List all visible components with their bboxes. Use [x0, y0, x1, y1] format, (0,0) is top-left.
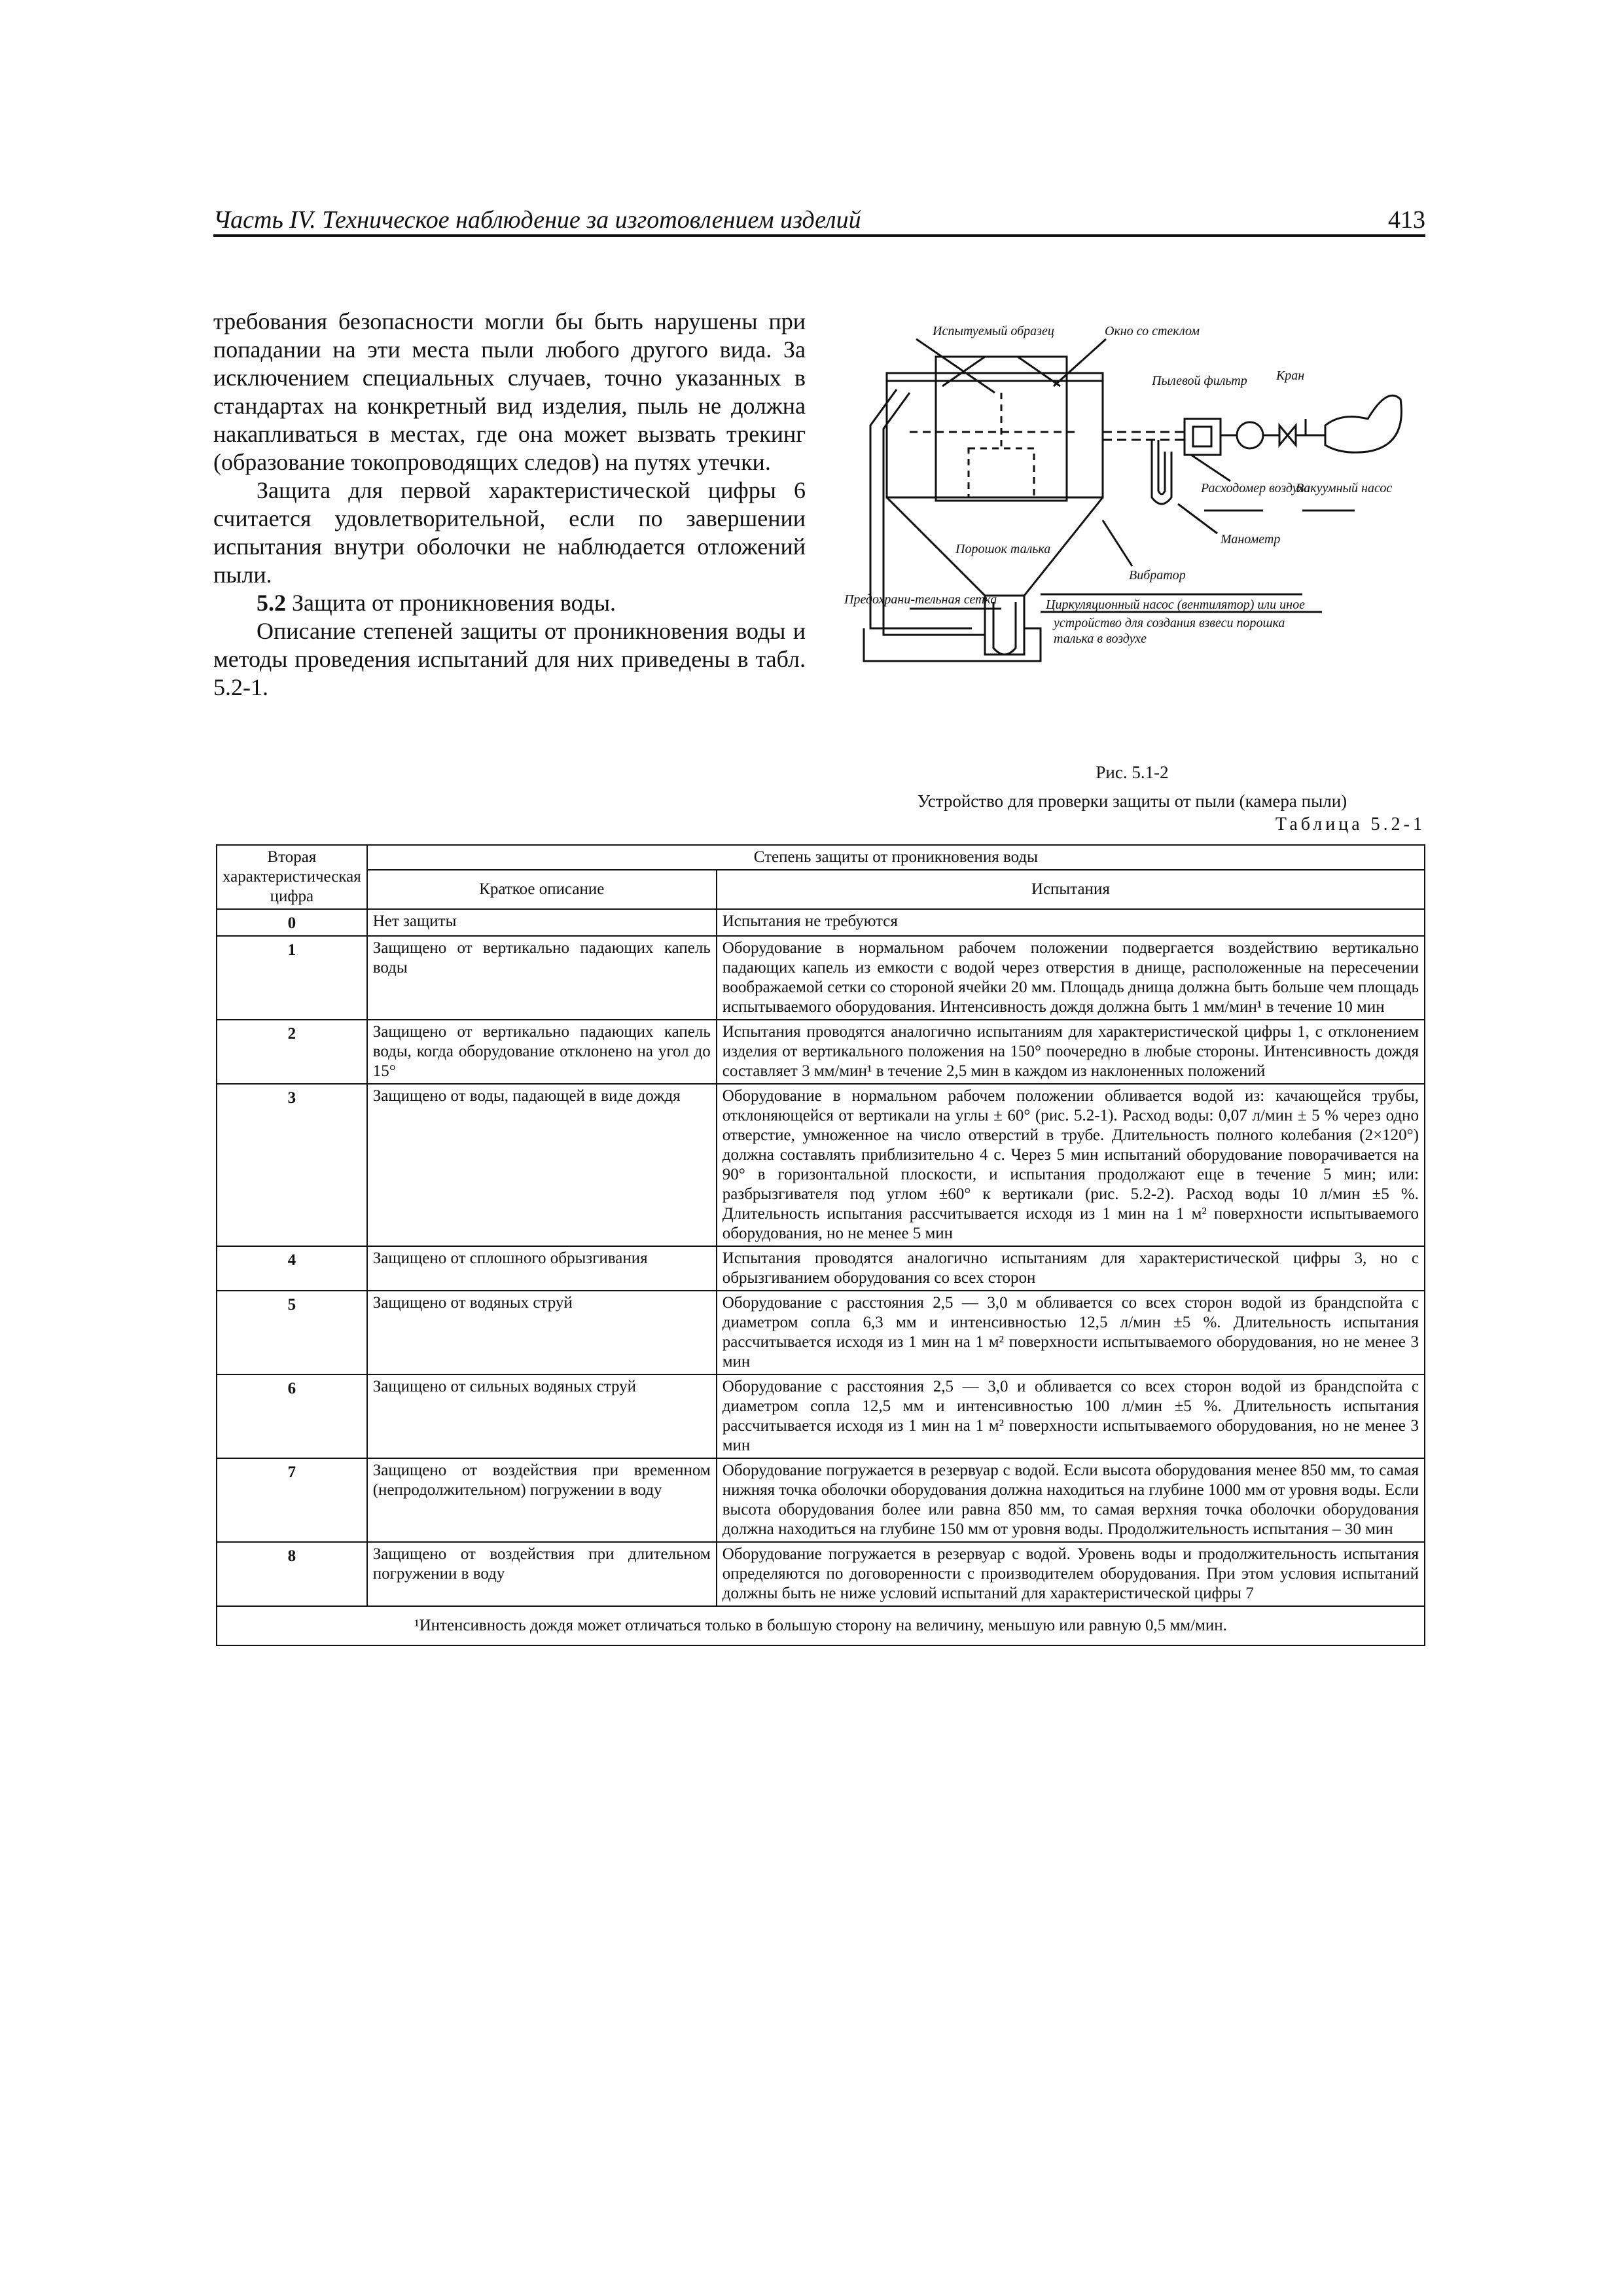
vacuum-pump	[1325, 395, 1401, 452]
cell-desc: Нет защиты	[367, 909, 717, 936]
cell-test: Оборудование с расстояния 2,5 — 3,0 м обливается со всех сторон водой из брандспойта с диаметром сопла 6,3 мм и интенсивностью 12,5 л/мин ±5 %. Длительность испытания рассчитывается исходя из 1 мин на 1 м² поверхности испытываемого оборудования, но не менее 3 мин	[717, 1291, 1425, 1374]
section-title: Защита от проникновения воды.	[286, 590, 616, 616]
cell-test: Испытания проводятся аналогично испытаниям для характеристической цифры 1, с отклонением изделия от вертикального положения на 150° поочередно в любые стороны. Интенсивность дождя составляет 3 мм/мин¹ в течение 2,5 мин в каждом из наклоненных положений	[717, 1020, 1425, 1084]
label-sample: Испытуемый образец	[933, 324, 1054, 338]
header-digit: Вторая характеристическая цифра	[217, 845, 367, 909]
table-row	[217, 1291, 1425, 1374]
label-manometer: Манометр	[1221, 532, 1281, 547]
cell-test: Оборудование с расстояния 2,5 — 3,0 и обливается со всех сторон водой из брандспойта с диаметром сопла 12,5 мм и интенсивностью 100 л/мин ±5 %. Длительность испытания рассчитывается исходя из 1 мин на 1 м² поверхности испытываемого оборудования, но не менее 3 мин	[717, 1374, 1425, 1458]
cell-desc: Защищено от сплошного обрызгивания	[367, 1246, 717, 1291]
cell-digit: 8	[217, 1542, 367, 1606]
table-row	[217, 1542, 1425, 1606]
label-vacuum-pump: Вакуумный насос	[1296, 481, 1393, 495]
section-heading	[213, 589, 806, 617]
filter-box	[1185, 419, 1221, 455]
header-group: Степень защиты от проникновения воды	[367, 845, 1425, 870]
label-valve: Кран	[1276, 368, 1305, 383]
water-protection-table	[216, 844, 1425, 1646]
dust-chamber-figure	[844, 321, 1433, 733]
table-row	[217, 1084, 1425, 1246]
label-circ-pump-2: устройство для создания взвеси порошка	[1054, 616, 1285, 630]
table-footnote: ¹Интенсивность дождя может отличаться только в большую сторону на величину, меньшую или равную 0,5 мм/мин.	[217, 1606, 1425, 1645]
cell-test: Оборудование в нормальном рабочем положении подвергается воздействию вертикально падающих капель из емкости с водой через отверстия в днище, расположенные на пересечении воображаемой сетки со стороной ячейки 20 мм. Площадь днища должна быть больше чем площадь испытываемого оборудования. Интенсивность дождя должна быть 1 мм/мин¹ в течение 10 мин	[717, 936, 1425, 1020]
label-talc-powder: Порошок талька	[955, 542, 1051, 556]
cell-desc: Защищено от водяных струй	[367, 1291, 717, 1374]
body-text	[213, 308, 806, 702]
label-filter: Пылевой фильтр	[1152, 374, 1247, 388]
table-subheader-row	[217, 870, 1425, 909]
header-test: Испытания	[717, 870, 1425, 909]
cell-test: Оборудование в нормальном рабочем положении обливается водой из: качающейся трубы, отклоняющейся от вертикали на углы ± 60° (рис. 5.2-1). Расход воды: 0,07 л/мин ± 5 % через одно отверстие, умноженное на число отверстий в трубе. Длительность полного колебания (2×120°) должна составлять приблизительно 4 с. Через 5 мин испытаний оборудование поворачивается на 90° в горизонтальной плоскости, и испытания продолжают еще в течение 5 мин; или: разбрызгивателя под углом ±60° к вертикали (рис. 5.2-2). Расход воды 10 л/мин ±5 %. Длительность испытания рассчитывается исходя из 1 мин на 1 м² поверхности испытываемого оборудования, но не менее 5 мин	[717, 1084, 1425, 1246]
cell-test: Оборудование погружается в резервуар с водой. Если высота оборудования менее 850 мм, то самая нижняя точка оболочки оборудования должна находиться на глубине 1000 мм от уровня воды. Если высота оборудования более или равна 850 мм, то самая верхняя точка оболочки оборудования должна находиться на глубине 150 мм от уровня воды. Продолжительность испытания – 30 мин	[717, 1458, 1425, 1542]
cell-digit: 3	[217, 1084, 367, 1246]
label-flowmeter: Расходомер воздуха	[1201, 481, 1310, 495]
cell-digit: 4	[217, 1246, 367, 1291]
table-row	[217, 1374, 1425, 1458]
table-row	[217, 936, 1425, 1020]
table-row	[217, 1246, 1425, 1291]
figure-caption	[812, 758, 1453, 816]
header-desc: Краткое описание	[367, 870, 717, 909]
cell-test: Испытания проводятся аналогично испытаниям для характеристической цифры 3, но с обрызгиванием оборудования со всех сторон	[717, 1246, 1425, 1291]
table-label: Таблица 5.2-1	[1275, 814, 1425, 834]
paragraph-1: требования безопасности могли бы быть нарушены при попадании на эти места пыли любого другого вида. За исключением специальных случаев, точно указанных в стандартах на конкретный вид изделия, пыль не должна накапливаться в местах, где она может вызвать трекинг (образование токопроводящих следов) на путях утечки.	[213, 308, 806, 475]
table-header-row	[217, 845, 1425, 870]
cell-digit: 6	[217, 1374, 367, 1458]
cell-test: Испытания не требуются	[717, 909, 1425, 936]
figure-caption-number: Рис. 5.1-2	[1096, 762, 1169, 782]
header-title: Часть IV. Техническое наблюдение за изготовлением изделий	[213, 206, 861, 234]
paragraph-4: Описание степеней защиты от проникновения воды и методы проведения испытаний для них приведены в табл. 5.2-1.	[213, 618, 806, 700]
sample-box	[969, 448, 1034, 497]
dust-chamber-diagram	[844, 321, 1433, 733]
cell-test: Оборудование погружается в резервуар с водой. Уровень воды и продолжительность испытания определяются по договоренности с производителем оборудования. При этом условия испытаний должны быть не ниже условий испытаний для характеристической цифры 7	[717, 1542, 1425, 1606]
section-number: 5.2	[257, 590, 286, 616]
table-row	[217, 909, 1425, 936]
cell-digit: 1	[217, 936, 367, 1020]
label-window: Окно со стеклом	[1105, 324, 1200, 338]
page-number: 413	[1388, 206, 1425, 234]
flowmeter-dial	[1237, 422, 1263, 448]
cell-digit: 2	[217, 1020, 367, 1084]
cell-desc: Защищено от воздействия при длительном погружении в воду	[367, 1542, 717, 1606]
page-header	[213, 196, 1425, 237]
cell-digit: 0	[217, 909, 367, 936]
cell-desc: Защищено от воды, падающей в виде дождя	[367, 1084, 717, 1246]
paragraph-2: Защита для первой характеристической цифры 6 считается удовлетворительной, если по завершении испытания внутри оболочки не наблюдается отложений пыли.	[213, 477, 806, 588]
cell-desc: Защищено от воздействия при временном (непродолжительном) погружении в воду	[367, 1458, 717, 1542]
cell-desc: Защищено от сильных водяных струй	[367, 1374, 717, 1458]
label-circ-pump-1: Циркуляционный насос (вентилятор) или иное	[1046, 598, 1305, 612]
cell-desc: Защищено от вертикально падающих капель воды	[367, 936, 717, 1020]
label-vibrator: Вибратор	[1129, 568, 1186, 583]
table-row	[217, 1020, 1425, 1084]
cell-digit: 7	[217, 1458, 367, 1542]
table-row	[217, 1458, 1425, 1542]
cell-digit: 5	[217, 1291, 367, 1374]
table-footnote-row	[217, 1606, 1425, 1645]
cell-desc: Защищено от вертикально падающих капель воды, когда оборудование отклонено на угол до 15°	[367, 1020, 717, 1084]
label-protective-grid: Предохрани-тельная сетка	[844, 592, 997, 607]
label-circ-pump-3: талька в воздухе	[1054, 632, 1147, 646]
figure-caption-text: Устройство для проверки защиты от пыли (камера пыли)	[917, 791, 1347, 811]
